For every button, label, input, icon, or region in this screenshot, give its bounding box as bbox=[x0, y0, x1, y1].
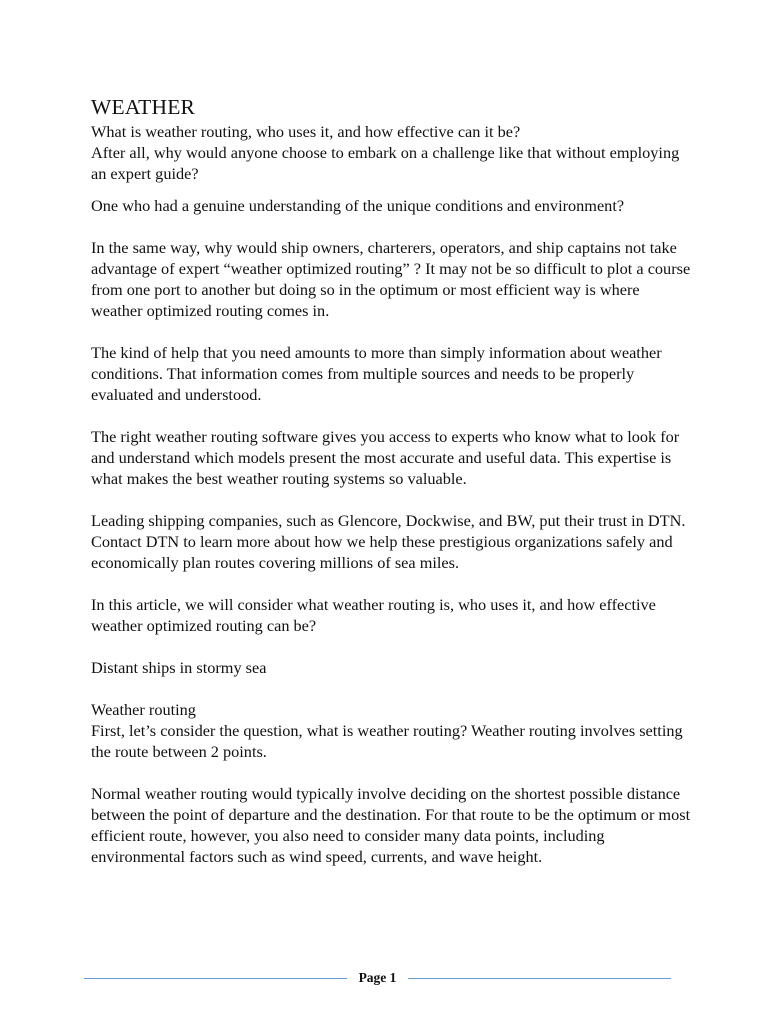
paragraph: After all, why would anyone choose to embark on a challenge like that without employing an expert guide? bbox=[91, 143, 680, 183]
spacer bbox=[91, 405, 691, 426]
spacer bbox=[91, 216, 691, 237]
page-number: Page 1 bbox=[358, 970, 397, 985]
paragraph: The kind of help that you need amounts to more than simply information about weather conditions. That information comes from multiple sources and needs to be properly evaluated and understood. bbox=[91, 343, 662, 404]
paragraph: Leading shipping companies, such as Glencore, Dockwise, and BW, put their trust in DTN. Contact DTN to learn more about how we help these prestigious organizations safely and economically plan routes covering millions of sea miles. bbox=[91, 511, 686, 572]
page-footer bbox=[84, 966, 671, 990]
spacer bbox=[91, 636, 691, 657]
footer-rule-left bbox=[84, 978, 347, 979]
paragraph: The right weather routing software gives you access to experts who know what to look for and understand which models present the most accurate and useful data. This expertise is what makes the best weather routing systems so valuable. bbox=[91, 427, 680, 488]
spacer bbox=[91, 489, 691, 510]
spacer bbox=[91, 678, 691, 699]
paragraph: Normal weather routing would typically involve deciding on the shortest possible distance between the point of departure and the destination. For that route to be the optimum or most efficient route, however, you also need to consider many data points, including environmental factors such as wind speed, currents, and wave height. bbox=[91, 784, 691, 866]
paragraph: One who had a genuine understanding of the unique conditions and environment? bbox=[91, 196, 625, 215]
footer-rule-right bbox=[408, 978, 671, 979]
section-heading: Weather routing bbox=[91, 700, 196, 719]
paragraph: In this article, we will consider what weather routing is, who uses it, and how effective weather optimized routing can be? bbox=[91, 595, 656, 635]
paragraph: In the same way, why would ship owners, charterers, operators, and ship captains not take advantage of expert “weather optimized routing” ? It may not be so difficult to plot a course from one port to another but doing so in the optimum or most efficient way is where weather optimized routing comes in. bbox=[91, 238, 691, 320]
paragraph: What is weather routing, who uses it, and how effective can it be? bbox=[91, 122, 521, 141]
paragraph: First, let’s consider the question, what is weather routing? Weather routing involves setting the route between 2 points. bbox=[91, 721, 683, 761]
spacer bbox=[91, 573, 691, 594]
spacer bbox=[91, 321, 691, 342]
document-title: WEATHER bbox=[91, 95, 196, 119]
spacer bbox=[91, 762, 691, 783]
document-body bbox=[91, 94, 691, 867]
spacer bbox=[91, 184, 691, 195]
image-caption: Distant ships in stormy sea bbox=[91, 658, 267, 677]
